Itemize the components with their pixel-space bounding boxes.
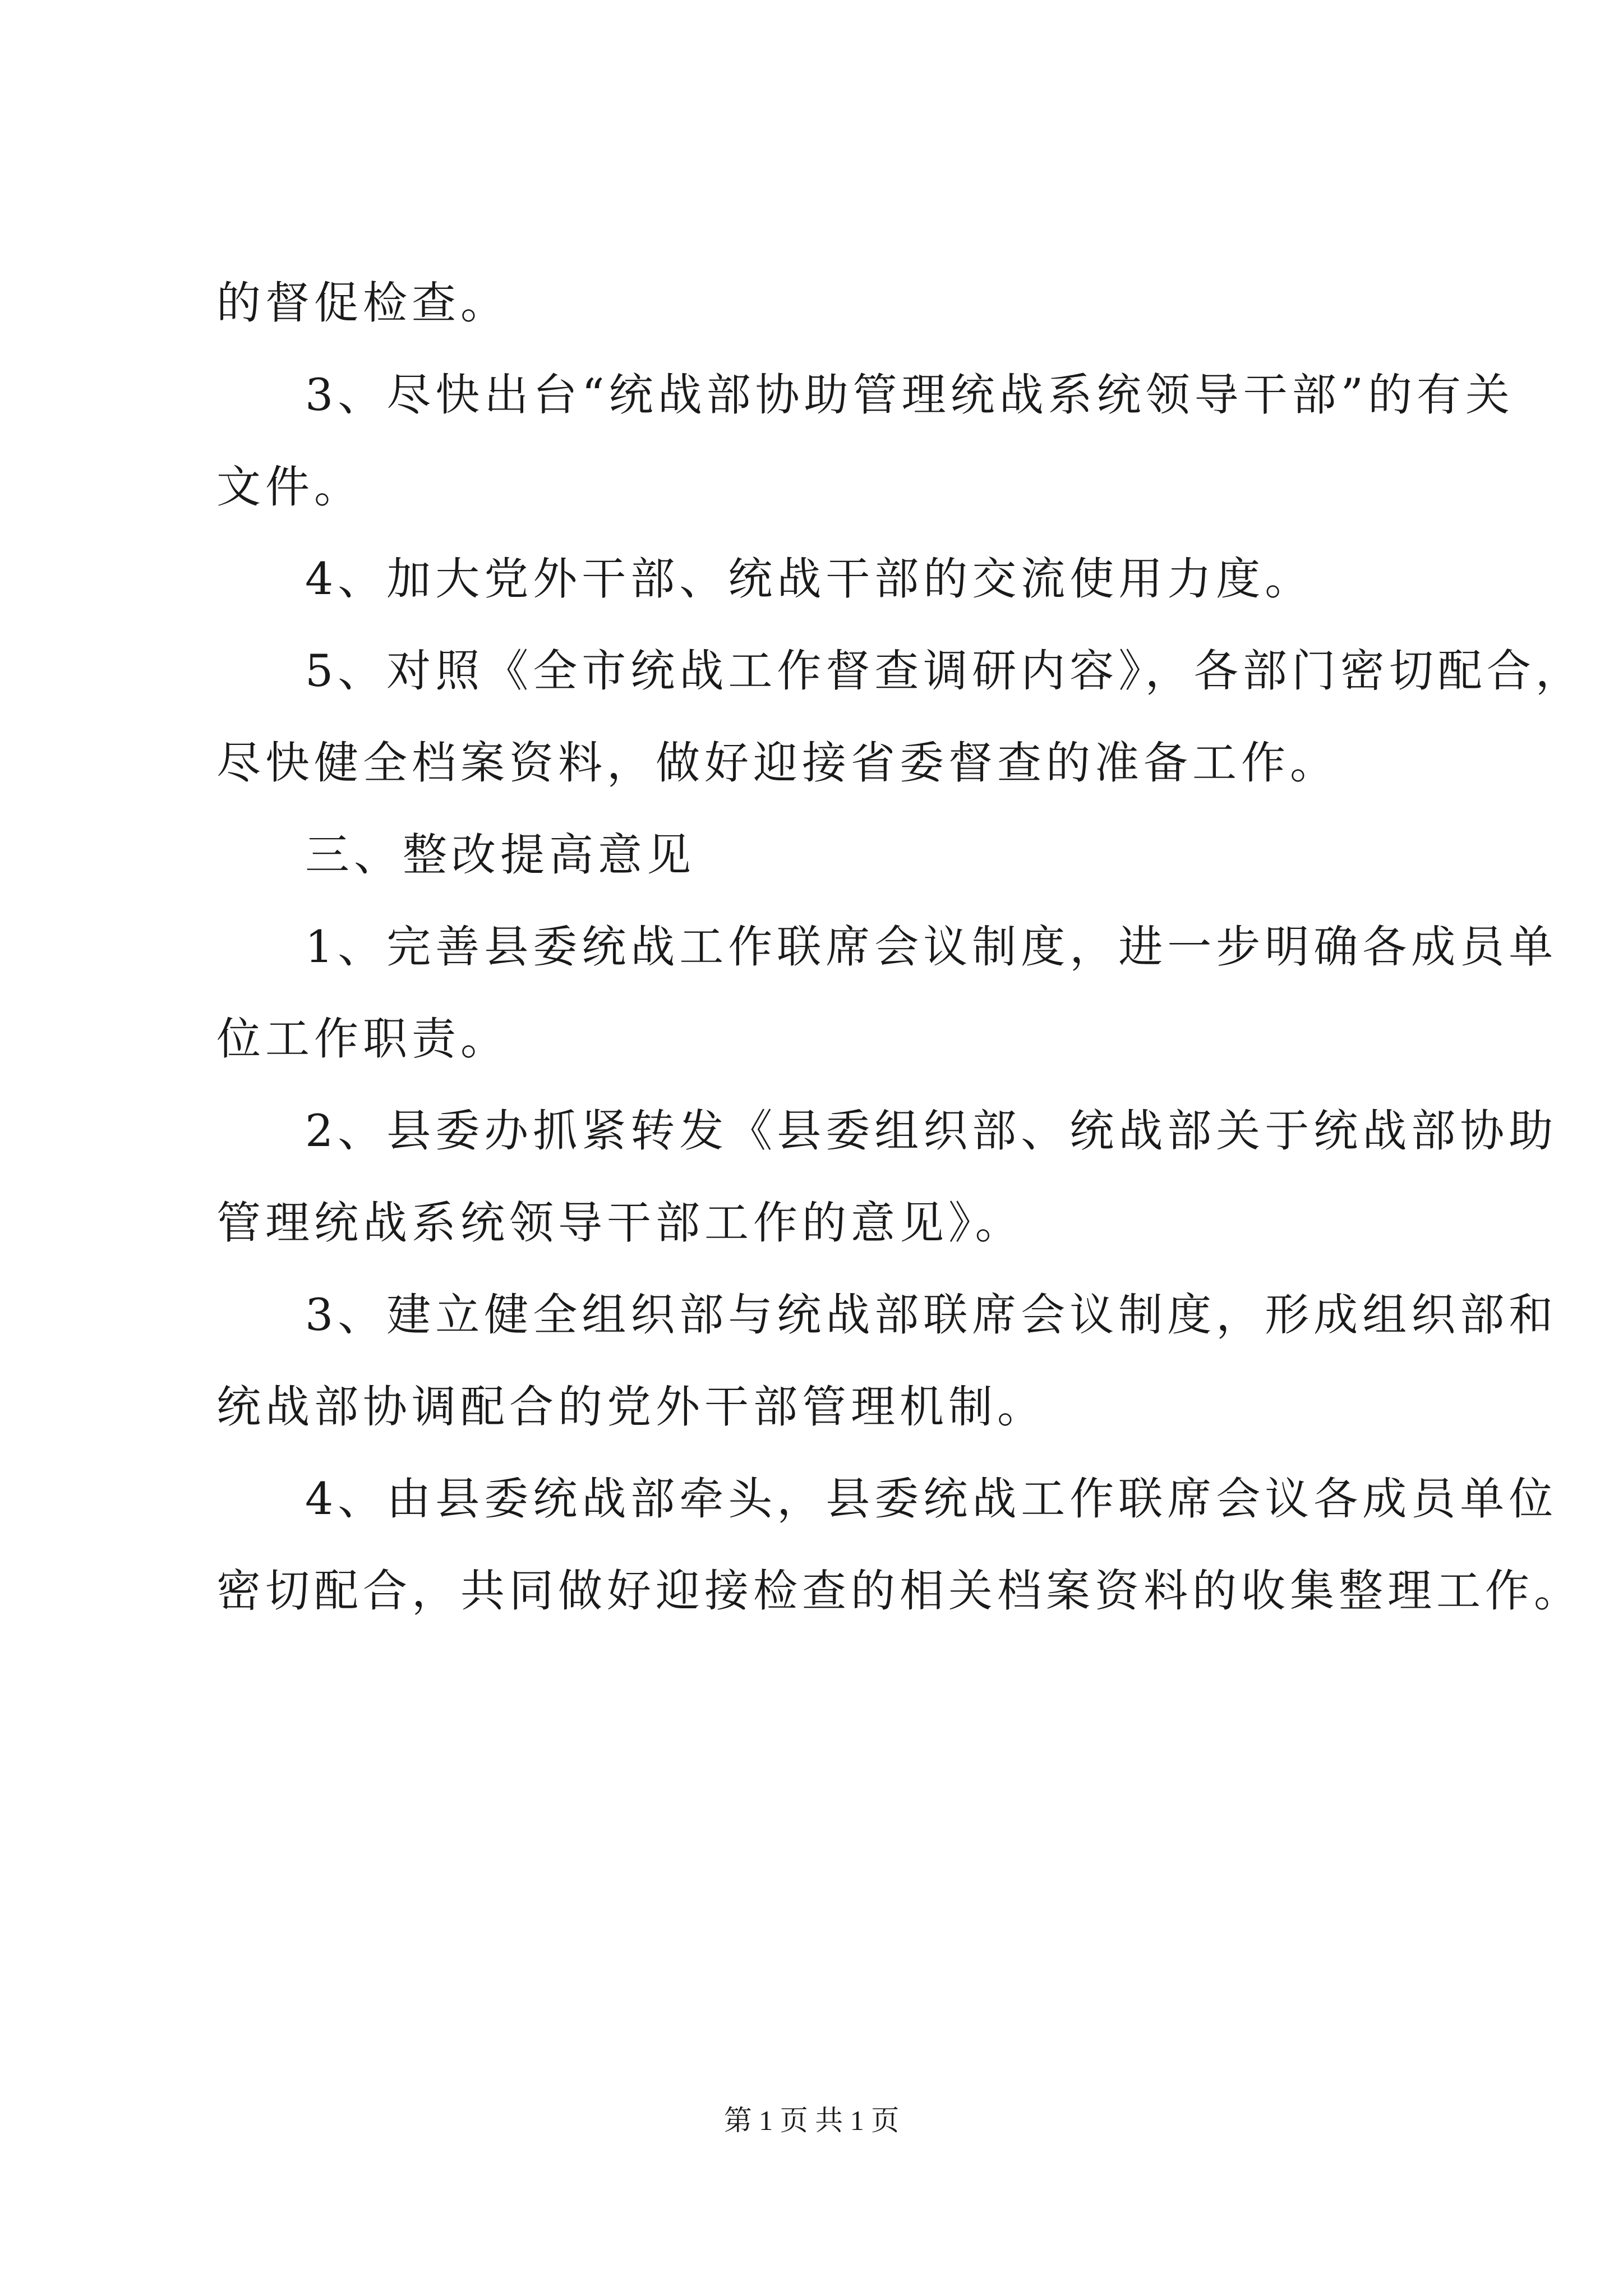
text-line: 4、加大党外干部、统战干部的交流使用力度。 xyxy=(305,553,1314,605)
text-line: 2、县委办抓紧转发《县委组织部、统战部关于统战部协助 xyxy=(305,1105,1558,1157)
text-line: 文件。 xyxy=(216,461,363,513)
text-line: 的督促检查。 xyxy=(216,277,509,329)
text-line: 尽快健全档案资料，做好迎接省委督查的准备工作。 xyxy=(216,737,1339,789)
text-line: 密切配合，共同做好迎接检查的相关档案资料的收集整理工作。 xyxy=(216,1565,1583,1617)
text-line: 4、由县委统战部牵头，县委统战工作联席会议各成员单位 xyxy=(305,1473,1558,1525)
text-line: 统战部协调配合的党外干部管理机制。 xyxy=(216,1381,1046,1433)
document-body xyxy=(216,257,1584,1637)
page-number-footer: 第 1 页 共 1 页 xyxy=(723,2105,900,2136)
text-line: 3、尽快出台“统战部协助管理统战系统领导干部”的有关 xyxy=(305,369,1515,421)
text-line: 管理统战系统领导干部工作的意见》。 xyxy=(216,1197,1024,1249)
text-line: 5、对照《全市统战工作督查调研内容》，各部门密切配合， xyxy=(305,645,1584,697)
text-line: 1、完善县委统战工作联席会议制度，进一步明确各成员单 xyxy=(305,921,1558,973)
text-line: 位工作职责。 xyxy=(216,1013,509,1065)
section-heading: 三、整改提高意见 xyxy=(305,829,695,881)
text-line: 3、建立健全组织部与统战部联席会议制度，形成组织部和 xyxy=(305,1289,1558,1341)
